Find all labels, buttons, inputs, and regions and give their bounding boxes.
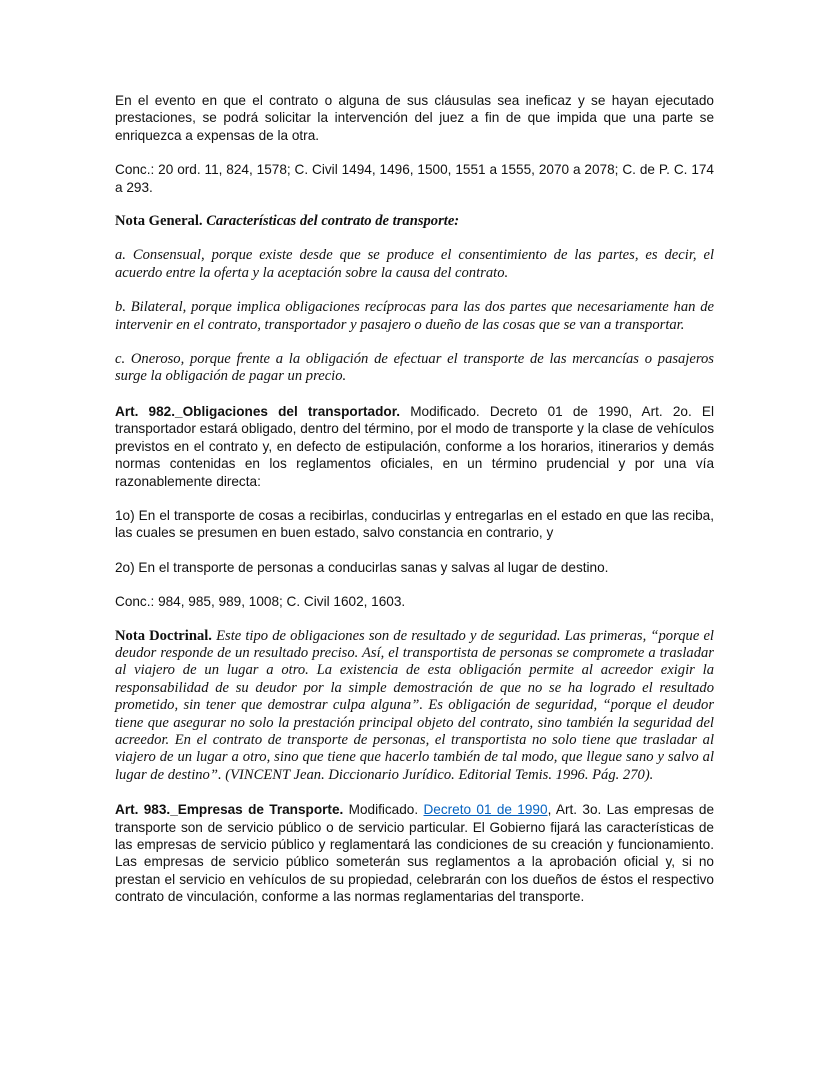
text-run: Art. 982._Obligaciones del transportador. [115,403,411,419]
text-run: 1o) En el transporte de cosas a recibirlas, conducirlas y entregarlas en el estado en que las reciba, las cuales se presumen en buen estado, salvo constancia en contrario, y [115,507,714,541]
decreto-01-de-1990-link[interactable]: Decreto 01 de 1990 [423,802,548,818]
text-run: Conc.: 20 ord. 11, 824, 1578; C. Civil 1494, 1496, 1500, 1551 a 1555, 2070 a 2078; C. de P. C. 174 a 293. [115,162,714,195]
text-run: Conc.: 984, 985, 989, 1008; C. Civil 1602, 1603. [115,594,406,610]
paragraph-nota-a-consensual [115,247,714,282]
paragraph-art-982-numeral-2 [115,559,714,576]
text-run: , Art. 3o. Las empresas de transporte son de servicio público o de servicio particular. El Gobierno fijará las características de las empresas de servicio público y reglamentará las condiciones de su creación y funcionamiento. Las empresas de servicio público someterán sus reglamentos a la aprobación oficial y, si no prestan el servicio en vehículos de su propiedad, celebrarán con los dueños de éstos el respectivo contrato de vinculación, conforme a las normas reglamentarias del transporte. [115,802,714,905]
text-run: 2o) En el transporte de personas a conducirlas sanas y salvas al lugar de destino. [115,559,609,575]
document-content [115,92,714,923]
text-run: Modificado. Decreto 01 de 1990, Art. 2o. El transportador estará obligado, dentro del término, por el modo de transporte y la clase de vehículos previstos en el contrato y, en defecto de estipulación, conforme a los horarios, itinerarios y demás normas contenidas en los reglamentos oficiales, en un término prudencial y por una vía razonablemente directa: [115,403,714,489]
paragraph-nota-b-bilateral [115,299,714,334]
text-run: Modificado. [348,802,424,818]
paragraph-art-982 [115,403,714,490]
paragraph-art-983 [115,801,714,905]
text-run: En el evento en que el contrato o alguna de sus cláusulas sea ineficaz y se hayan ejecutado prestaciones, se podrá solicitar la intervención del juez a fin de que impida que una parte se enriquezca a expensas de la otra. [115,93,714,143]
text-run: c. Oneroso, porque frente a la obligación de efectuar el transporte de las mercancías o pasajeros surge la obligación de pagar un precio. [115,351,714,385]
text-run: Nota Doctrinal. [115,627,217,644]
paragraph-nota-doctrinal [115,628,714,785]
paragraph-concordancias-1 [115,161,714,196]
text-run: Este tipo de obligaciones son de resultado y de seguridad. Las primeras, “porque el deudor responde de un resultado preciso. Así, el transportista de personas se compromete a trasladar al viajero de un lugar a otro. La existencia de esta obligación permite al acreedor exigir la responsabilidad de su deudor por la simple demostración de que no se ha logrado el resultado prometido, sin tener que demostrar culpa alguna”. Es obligación de seguridad, “porque el deudor tiene que asegurar no solo la prestación principal objeto del contrato, sino también la seguridad del acreedor. En el contrato de transporte de personas, el transportista no solo tiene que trasladar al viajero de un lugar a otro, sino que tiene que hacerlo también de tal modo, que llegue sano y salvo al lugar de destino”. (VINCENT Jean. Diccionario Jurídico. Editorial Temis. 1996. Pág. 270). [115,627,714,783]
paragraph-art-982-numeral-1 [115,507,714,542]
text-run: a. Consensual, porque existe desde que se produce el consentimiento de las partes, es decir, el acuerdo entre la oferta y la aceptación sobre la causa del contrato. [115,247,714,281]
paragraph-nota-general-heading [115,213,714,230]
paragraph-nota-c-oneroso [115,351,714,386]
text-run: Art. 983._Empresas de Transporte. [115,802,349,818]
paragraph-ineficacia [115,92,714,144]
text-run: Nota General. [115,213,207,230]
paragraph-concordancias-2 [115,593,714,610]
text-run: b. Bilateral, porque implica obligaciones recíprocas para las dos partes que necesariamente han de intervenir en el contrato, transportador y pasajero o dueño de las cosas que se van a transportar. [115,299,714,333]
text-run: Características del contrato de transporte: [206,213,460,230]
